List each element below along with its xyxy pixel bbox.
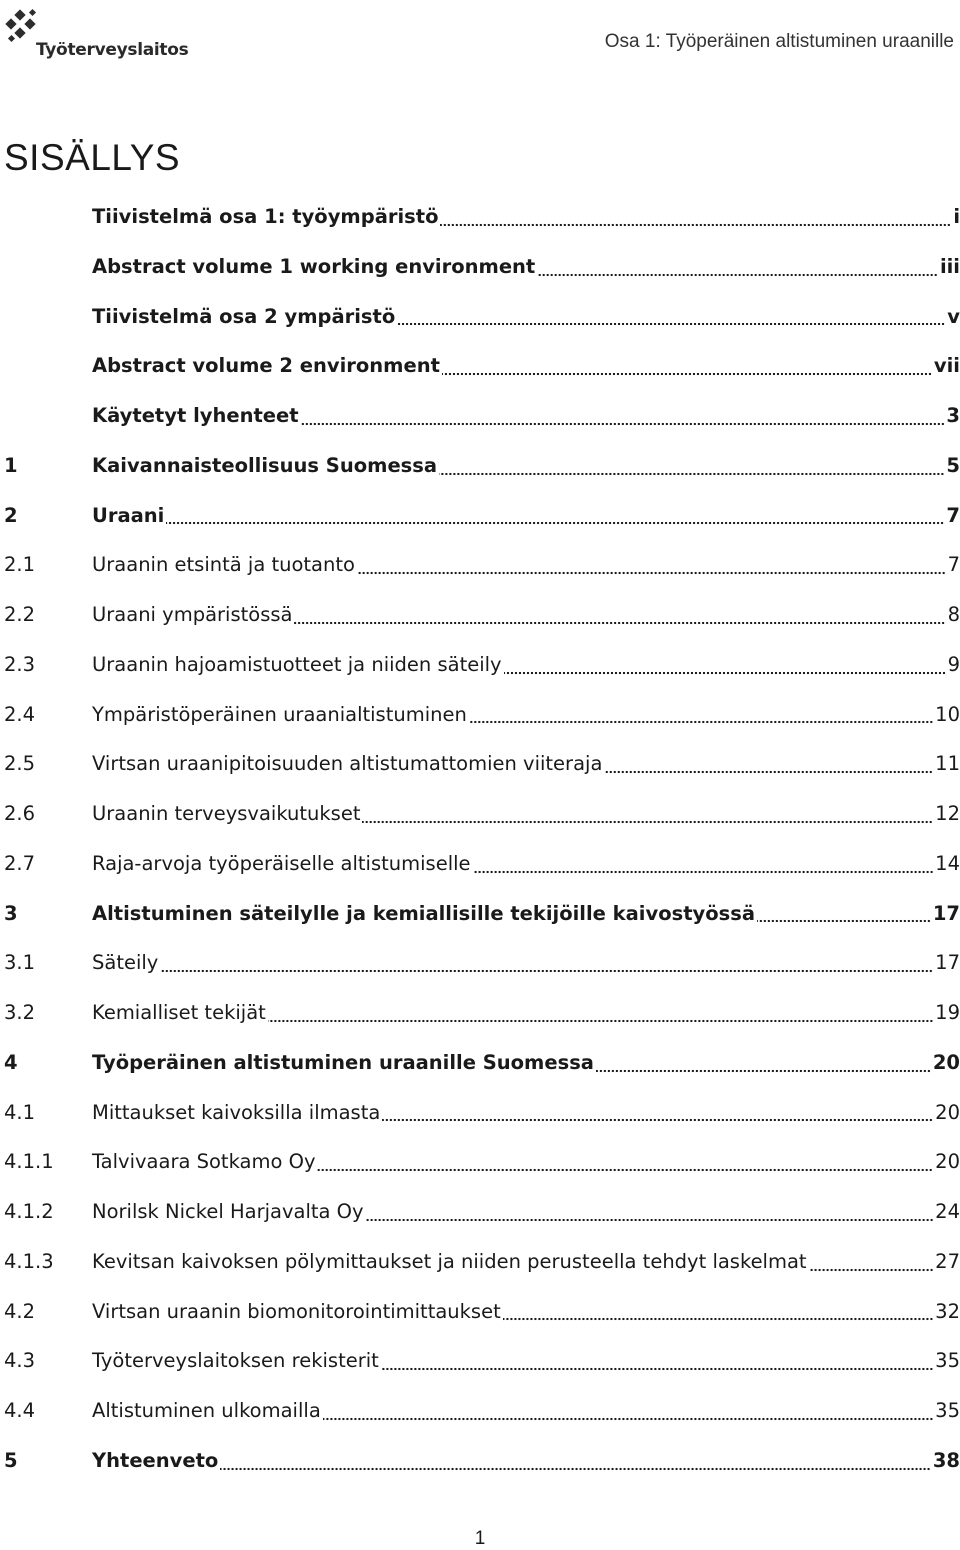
toc-entry-number: 1	[4, 453, 18, 477]
toc-entry[interactable]	[4, 540, 960, 590]
toc-entry-number: 3	[4, 901, 18, 925]
toc-dot-leader	[473, 870, 934, 874]
toc-entry-title: Virtsan uraanin biomonitorointimittaukset	[92, 1299, 501, 1323]
toc-dot-leader	[362, 820, 933, 824]
toc-entry-title: Säteily	[92, 951, 159, 975]
toc-entry-title: Norilsk Nickel Harjavalta Oy	[92, 1200, 364, 1224]
toc-entry-title: Raja-arvoja työperäiselle altistumiselle	[92, 851, 471, 875]
page-number: 1	[474, 1528, 486, 1549]
toc-dot-leader	[160, 969, 933, 973]
toc-entry-page: 12	[935, 802, 960, 826]
toc-entry-page: 7	[946, 503, 960, 527]
toc-entry-page: 7	[947, 553, 960, 577]
toc-entry-number: 2	[4, 503, 18, 527]
toc-dot-leader	[357, 571, 946, 575]
toc-entry[interactable]	[4, 938, 960, 988]
toc-entry-title: Altistuminen säteilylle ja kemiallisille tekijöille kaivostyössä	[92, 901, 756, 925]
table-of-contents	[4, 192, 960, 1486]
toc-entry-title: Talvivaara Sotkamo Oy	[92, 1150, 316, 1174]
toc-entry-page: 3	[946, 404, 960, 428]
toc-entry[interactable]	[4, 889, 960, 939]
toc-entry-number: 3.1	[4, 951, 36, 975]
toc-entry[interactable]	[4, 590, 960, 640]
toc-entry-number: 4	[4, 1050, 18, 1074]
toc-entry-number: 3.2	[4, 1001, 36, 1025]
toc-entry[interactable]	[4, 1088, 960, 1138]
toc-entry[interactable]	[4, 242, 960, 292]
toc-dot-leader	[220, 1467, 931, 1471]
toc-entry-title: Tiivistelmä osa 2 ympäristö	[92, 304, 396, 328]
toc-dot-leader	[323, 1417, 933, 1421]
toc-entry-page: vii	[933, 354, 960, 378]
page-header	[0, 0, 960, 80]
toc-entry-title: Ympäristöperäinen uraanialtistuminen	[92, 702, 467, 726]
toc-entry-number: 4.1.2	[4, 1200, 54, 1224]
toc-entry-title: Uraanin hajoamistuotteet ja niiden säteily	[92, 652, 502, 676]
toc-dot-leader	[397, 322, 945, 326]
toc-entry-page: 5	[946, 453, 960, 477]
toc-entry-number: 4.1.3	[4, 1249, 54, 1273]
toc-dot-leader	[604, 770, 933, 774]
toc-dot-leader	[366, 1218, 934, 1222]
toc-dot-leader	[166, 521, 944, 525]
toc-entry[interactable]	[4, 1287, 960, 1337]
toc-entry-title: Työperäinen altistuminen uraanille Suomessa	[92, 1050, 594, 1074]
toc-entry-page: 20	[932, 1050, 960, 1074]
toc-dot-leader	[301, 422, 945, 426]
toc-entry-page: 17	[935, 951, 960, 975]
toc-entry[interactable]	[4, 1436, 960, 1486]
logo	[4, 8, 189, 66]
toc-entry-number: 4.1	[4, 1100, 36, 1124]
toc-entry[interactable]	[4, 839, 960, 889]
toc-entry[interactable]	[4, 1187, 960, 1237]
toc-entry-title: Uraani ympäristössä	[92, 603, 293, 627]
toc-entry-title: Abstract volume 1 working environment	[92, 254, 536, 278]
toc-entry-page: 27	[935, 1249, 960, 1273]
toc-dot-leader	[537, 273, 938, 277]
document-title: Osa 1: Työperäinen altistuminen uraanille	[604, 31, 954, 52]
toc-entry-title: Uraanin etsintä ja tuotanto	[92, 553, 355, 577]
toc-entry-title: Tiivistelmä osa 1: työympäristö	[92, 205, 439, 229]
toc-dot-leader	[440, 223, 951, 227]
toc-entry-page: 38	[932, 1448, 960, 1472]
toc-entry[interactable]	[4, 739, 960, 789]
toc-entry[interactable]	[4, 441, 960, 491]
toc-entry-number: 4.4	[4, 1399, 36, 1423]
toc-entry[interactable]	[4, 640, 960, 690]
toc-dot-leader	[809, 1268, 934, 1272]
toc-entry-title: Uraani	[92, 503, 165, 527]
toc-entry-page: 35	[935, 1399, 960, 1423]
toc-entry-number: 2.5	[4, 752, 36, 776]
toc-dot-leader	[504, 671, 946, 675]
logo-text: Työterveyslaitos	[36, 40, 189, 60]
toc-entry-title: Yhteenveto	[92, 1448, 219, 1472]
toc-entry-page: i	[953, 205, 960, 229]
toc-entry-page: 32	[935, 1299, 960, 1323]
toc-entry-page: v	[947, 304, 960, 328]
toc-dot-leader	[596, 1069, 931, 1073]
toc-entry-title: Työterveyslaitoksen rekisterit	[92, 1349, 379, 1373]
toc-entry-page: iii	[939, 254, 960, 278]
toc-entry-title: Virtsan uraanipitoisuuden altistumattomien viiteraja	[92, 752, 603, 776]
toc-entry-page: 19	[935, 1001, 960, 1025]
toc-entry[interactable]	[4, 341, 960, 391]
toc-dot-leader	[439, 472, 944, 476]
toc-dot-leader	[317, 1168, 933, 1172]
toc-entry-number: 2.6	[4, 802, 36, 826]
toc-entry-page: 8	[947, 603, 960, 627]
toc-dot-leader	[382, 1118, 933, 1122]
toc-entry[interactable]	[4, 1237, 960, 1287]
toc-dot-leader	[294, 621, 945, 625]
toc-entry-number: 5	[4, 1448, 18, 1472]
toc-entry-number: 4.2	[4, 1299, 36, 1323]
toc-entry-page: 10	[935, 702, 960, 726]
toc-entry[interactable]	[4, 491, 960, 541]
toc-entry-page: 20	[935, 1150, 960, 1174]
toc-entry-number: 2.4	[4, 702, 36, 726]
toc-entry-title: Kaivannaisteollisuus Suomessa	[92, 453, 438, 477]
toc-entry-title: Kevitsan kaivoksen pölymittaukset ja niiden perusteella tehdyt laskelmat	[92, 1249, 807, 1273]
toc-entry-title: Mittaukset kaivoksilla ilmasta	[92, 1100, 381, 1124]
toc-entry-page: 20	[935, 1100, 960, 1124]
toc-dot-leader	[503, 1317, 933, 1321]
toc-entry[interactable]	[4, 1336, 960, 1386]
toc-entry-number: 4.3	[4, 1349, 36, 1373]
toc-entry-page: 9	[947, 652, 960, 676]
toc-entry[interactable]	[4, 1386, 960, 1436]
toc-entry[interactable]	[4, 690, 960, 740]
page-title: SISÄLLYS	[4, 137, 181, 178]
toc-entry-title: Altistuminen ulkomailla	[92, 1399, 321, 1423]
toc-entry[interactable]	[4, 292, 960, 342]
toc-dot-leader	[469, 720, 933, 724]
toc-entry[interactable]	[4, 789, 960, 839]
toc-entry[interactable]	[4, 391, 960, 441]
toc-entry-number: 2.3	[4, 652, 36, 676]
toc-entry-title: Uraanin terveysvaikutukset	[92, 802, 361, 826]
toc-entry-title: Kemialliset tekijät	[92, 1001, 266, 1025]
toc-entry[interactable]	[4, 192, 960, 242]
toc-entry[interactable]	[4, 1038, 960, 1088]
toc-entry-number: 2.1	[4, 553, 36, 577]
toc-entry-page: 24	[935, 1200, 960, 1224]
toc-dot-leader	[757, 919, 931, 923]
toc-entry-page: 14	[935, 851, 960, 875]
toc-entry-page: 17	[932, 901, 960, 925]
toc-entry-number: 2.7	[4, 851, 36, 875]
toc-entry-title: Abstract volume 2 environment	[92, 354, 440, 378]
toc-entry-number: 2.2	[4, 603, 36, 627]
toc-entry[interactable]	[4, 1137, 960, 1187]
toc-dot-leader	[381, 1367, 933, 1371]
toc-entry-number: 4.1.1	[4, 1150, 54, 1174]
toc-dot-leader	[268, 1019, 933, 1023]
toc-dot-leader	[442, 372, 932, 376]
toc-entry-title: Käytetyt lyhenteet	[92, 404, 299, 428]
toc-entry-page: 35	[935, 1349, 960, 1373]
toc-entry-page: 11	[935, 752, 960, 776]
toc-entry[interactable]	[4, 988, 960, 1038]
